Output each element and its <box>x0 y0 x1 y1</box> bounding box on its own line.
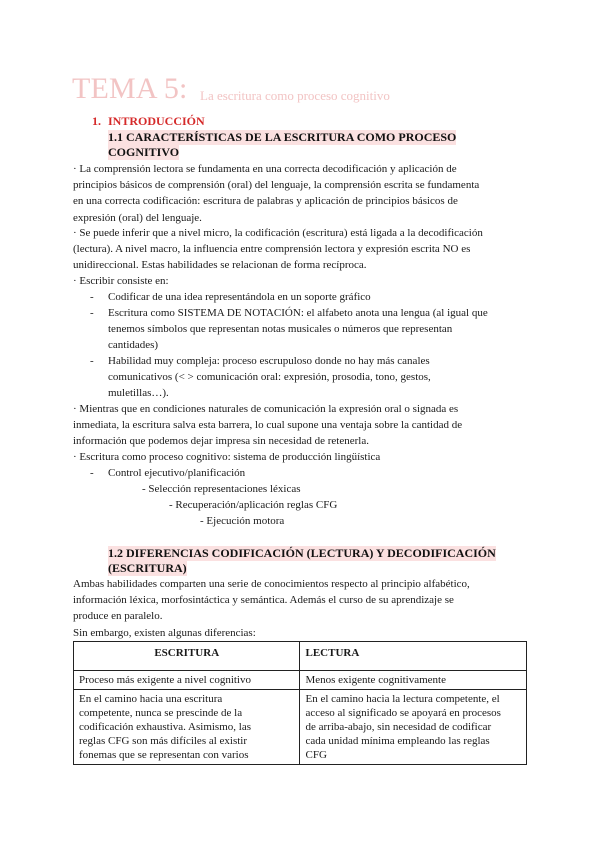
paragraph-3-intro: · Escribir consiste en: <box>73 275 169 287</box>
cell-line: de arriba-abajo, sin necesidad de codificar <box>305 721 492 733</box>
text-line: principios básicos de comprensión (oral) del lenguaje, la comprensión escrita se fundamenta <box>73 179 480 192</box>
cell-line: acceso al significado se apoyará en procesos <box>305 707 501 719</box>
text-line: muletillas…). <box>108 387 169 400</box>
table-cell <box>300 690 527 765</box>
list-item <box>108 305 488 354</box>
section-number: 1. <box>92 114 101 128</box>
list-item <box>108 353 431 402</box>
paragraph-4 <box>73 401 462 450</box>
table-cell: Proceso más exigente a nivel cognitivo <box>74 671 300 690</box>
text-line: Habilidad muy compleja: proceso escrupuloso donde no hay más canales <box>108 355 430 367</box>
list-bullet: - <box>90 355 94 367</box>
text-line: · La comprensión lectora se fundamenta en una correcta decodificación y aplicación de <box>73 163 457 175</box>
text-line: Escritura como SISTEMA DE NOTACIÓN: el alfabeto anota una lengua (al igual que <box>108 307 488 319</box>
list-bullet: - <box>90 291 94 303</box>
paragraph-5-intro: · Escritura como proceso cognitivo: sistema de producción lingüística <box>73 451 381 463</box>
paragraph-6 <box>73 576 470 641</box>
table-row <box>74 671 527 690</box>
cell-line: reglas CFG son más difíciles al existir <box>79 735 248 747</box>
table-row <box>74 690 527 765</box>
cell-line: competente, nunca se prescinde de la <box>79 707 243 719</box>
table-cell <box>74 690 300 765</box>
text-line: en una correcta codificación: escritura de palabras y aplicación de principios básicos de <box>73 195 458 208</box>
cell-line: cada unidad mínima empleando las reglas <box>305 735 490 747</box>
text-line: · Se puede inferir que a nivel micro, la codificación (escritura) está ligada a la decodificación <box>73 227 483 239</box>
cell-line: CFG <box>305 749 327 761</box>
text-line: unidireccional. Estas habilidades se relacionan de forma recíproca. <box>73 259 367 272</box>
text-line: información que podemos dejar impresa sin necesidad de retenerla. <box>73 435 369 448</box>
table-cell: Menos exigente cognitivamente <box>300 671 527 690</box>
list-bullet: - <box>90 467 94 479</box>
text-line: comunicativos (< > comunicación oral: expresión, prosodia, tono, gestos, <box>108 371 431 384</box>
title-main: TEMA 5: <box>72 72 188 105</box>
text-line: (lectura). A nivel macro, la influencia entre comprensión lectora y expresión escrita NO es <box>73 243 471 256</box>
list-bullet: - <box>90 307 94 319</box>
subsection-heading-1-2-cont: (ESCRITURA) <box>108 561 187 575</box>
text-line: Sin embargo, existen algunas diferencias: <box>73 626 256 639</box>
nested-item: - Ejecución motora <box>200 515 285 527</box>
list-item <box>108 289 371 305</box>
list-item: Control ejecutivo/planificación <box>108 467 246 479</box>
cell-line: fonemas que se representan con varios <box>79 749 249 761</box>
section-heading: INTRODUCCIÓN <box>108 114 205 128</box>
text-line: cantidades) <box>108 339 159 352</box>
text-line: Ambas habilidades comparten una serie de conocimientos respecto al principio alfabético, <box>73 578 470 590</box>
text-line: tenemos símbolos que representan notas musicales o números que representan <box>108 323 453 336</box>
comparison-table <box>73 641 527 765</box>
cell-line: En el camino hacia una escritura <box>79 693 223 705</box>
cell-line: codificación exhaustiva. Asimismo, las <box>79 721 251 733</box>
paragraph-1 <box>73 161 479 226</box>
paragraph-2 <box>73 225 483 274</box>
table-header: ESCRITURA <box>74 642 300 671</box>
table-header: LECTURA <box>300 642 527 671</box>
subsection-heading-1-1: 1.1 CARACTERÍSTICAS DE LA ESCRITURA COMO PROCESO <box>108 130 457 144</box>
text-line: produce en paralelo. <box>73 610 163 623</box>
nested-item: - Selección representaciones léxicas <box>142 483 301 495</box>
text-line: · Mientras que en condiciones naturales de comunicación la expresión oral o signada es <box>73 403 459 415</box>
text-line: información léxica, morfosintáctica y semántica. Además el curso de su aprendizaje se <box>73 594 454 607</box>
text-line: inmediata, la escritura salva esta barrera, lo cual supone una ventaja sobre la cantidad de <box>73 419 463 432</box>
cell-line: En el camino hacia la lectura competente, el <box>305 693 500 705</box>
subsection-heading-1-2: 1.2 DIFERENCIAS CODIFICACIÓN (LECTURA) Y DECODIFICACIÓN <box>108 546 496 560</box>
subsection-heading-1-1-cont: COGNITIVO <box>108 145 180 159</box>
table-header-row <box>74 642 527 671</box>
text-line: Codificar de una idea representándola en un soporte gráfico <box>108 291 371 303</box>
text-line: expresión (oral) del lenguaje. <box>73 211 202 224</box>
nested-item: - Recuperación/aplicación reglas CFG <box>169 499 338 511</box>
title-subtitle: La escritura como proceso cognitivo <box>200 88 390 103</box>
